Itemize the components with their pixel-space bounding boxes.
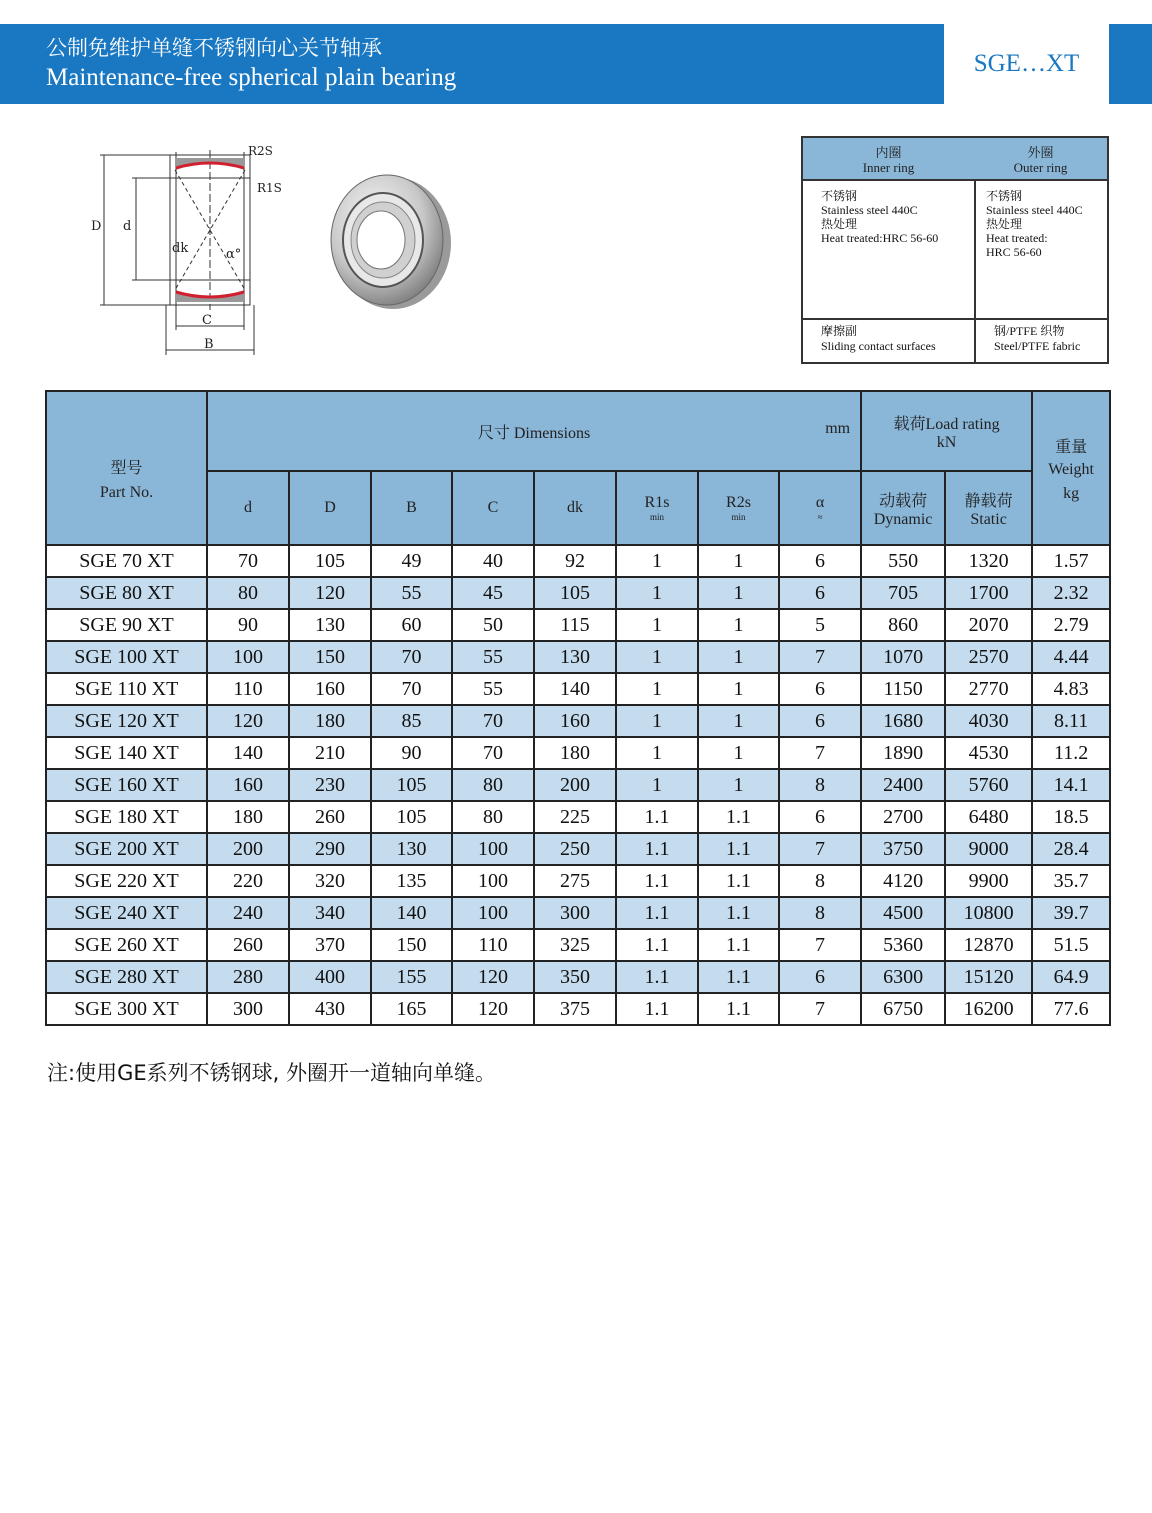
cell-C: 100 [452,833,534,865]
cell-C: 80 [452,769,534,801]
outer-material-en: Stainless steel 440C [986,203,1083,217]
col-header-B: B [371,471,452,545]
outer-ring-header [974,138,1107,181]
cell-r2s: 1 [698,545,779,577]
cell-D: 150 [289,641,371,673]
cell-B: 49 [371,545,452,577]
cell-dk: 275 [534,865,616,897]
cell-B: 90 [371,737,452,769]
cell-alpha: 7 [779,929,861,961]
sliding-contact-cn: 摩擦副 [821,324,858,338]
cell-dk: 325 [534,929,616,961]
label-ball-diameter: dk [172,241,189,256]
cell-static: 6480 [945,801,1032,833]
cell-dynamic: 6750 [861,993,945,1025]
part-no-cn: 型号 [110,459,143,477]
cell-dynamic: 705 [861,577,945,609]
cell-B: 140 [371,897,452,929]
outer-ring-label-cn: 外圈 [1027,145,1054,160]
table-row [46,577,1110,609]
cell-alpha: 8 [779,865,861,897]
static-cn: 静载荷 [964,492,1013,510]
title-english: Maintenance-free spherical plain bearing [46,64,457,91]
dimensions-header [207,391,861,471]
cell-dk: 92 [534,545,616,577]
cell-weight: 4.83 [1032,673,1110,705]
cell-r2s: 1 [698,737,779,769]
cell-B: 165 [371,993,452,1025]
col-header-C: C [452,471,534,545]
sliding-contact-value [974,320,1107,354]
cell-r2s: 1.1 [698,929,779,961]
table-row [46,769,1110,801]
header-banner [0,24,944,104]
cell-C: 70 [452,705,534,737]
cell-dk: 375 [534,993,616,1025]
title-chinese: 公制免维护单缝不锈钢向心关节轴承 [46,36,382,60]
alpha-label: α [815,494,825,511]
cell-static: 15120 [945,961,1032,993]
sliding-contact-label [803,320,974,354]
cell-weight: 2.32 [1032,577,1110,609]
cell-r2s: 1.1 [698,897,779,929]
cell-r1s: 1.1 [616,833,698,865]
cell-r1s: 1 [616,577,698,609]
cell-static: 4030 [945,705,1032,737]
cell-alpha: 6 [779,545,861,577]
cell-dynamic: 3750 [861,833,945,865]
cell-dynamic: 2700 [861,801,945,833]
cell-alpha: 6 [779,577,861,609]
cell-dk: 200 [534,769,616,801]
cell-part-no: SGE 180 XT [46,801,207,833]
cell-d: 220 [207,865,289,897]
cell-C: 70 [452,737,534,769]
cell-part-no: SGE 110 XT [46,673,207,705]
cell-C: 120 [452,993,534,1025]
cell-r2s: 1 [698,673,779,705]
col-header-dk: dk [534,471,616,545]
cell-d: 260 [207,929,289,961]
cell-part-no: SGE 100 XT [46,641,207,673]
cell-D: 340 [289,897,371,929]
table-row [46,737,1110,769]
cell-alpha: 6 [779,673,861,705]
static-en: Static [970,510,1007,528]
cell-B: 130 [371,833,452,865]
cell-dynamic: 1890 [861,737,945,769]
cell-alpha: 6 [779,961,861,993]
cell-static: 1320 [945,545,1032,577]
table-row [46,705,1110,737]
cell-d: 140 [207,737,289,769]
label-bore-diameter: d [123,219,132,234]
table-row [46,833,1110,865]
cell-D: 370 [289,929,371,961]
cell-D: 180 [289,705,371,737]
cell-weight: 64.9 [1032,961,1110,993]
label-r2s: R2S [248,144,273,158]
cell-B: 105 [371,769,452,801]
table-row [46,961,1110,993]
cell-D: 105 [289,545,371,577]
cell-dynamic: 1070 [861,641,945,673]
bearing-cross-section-diagram [80,130,300,365]
cell-r1s: 1 [616,705,698,737]
series-code: SGE…XT [973,50,1080,77]
cell-r1s: 1 [616,737,698,769]
cell-r1s: 1 [616,609,698,641]
dimensions-label: 尺寸 Dimensions [477,424,591,442]
r2s-min: min [731,512,746,522]
cell-C: 120 [452,961,534,993]
cell-static: 9000 [945,833,1032,865]
cell-D: 210 [289,737,371,769]
cell-r1s: 1.1 [616,865,698,897]
col-header-D: D [289,471,371,545]
cell-dynamic: 1150 [861,673,945,705]
cell-r1s: 1 [616,673,698,705]
cell-D: 130 [289,609,371,641]
cell-B: 70 [371,641,452,673]
cell-D: 320 [289,865,371,897]
cell-static: 2570 [945,641,1032,673]
cell-D: 400 [289,961,371,993]
inner-treatment-cn: 热处理 [821,217,858,231]
footnote: 注:使用GE系列不锈钢球, 外圈开一道轴向单缝。 [47,1061,496,1085]
cell-dk: 105 [534,577,616,609]
cell-alpha: 8 [779,897,861,929]
cell-C: 40 [452,545,534,577]
cell-alpha: 7 [779,993,861,1025]
cell-weight: 51.5 [1032,929,1110,961]
cell-D: 120 [289,577,371,609]
cell-weight: 1.57 [1032,545,1110,577]
materials-table [801,136,1109,364]
cell-B: 60 [371,609,452,641]
cell-alpha: 6 [779,705,861,737]
table-row [46,865,1110,897]
inner-material-cn: 不锈钢 [821,189,858,203]
cell-B: 150 [371,929,452,961]
table-row [46,545,1110,577]
cell-static: 2070 [945,609,1032,641]
table-row [46,673,1110,705]
outer-treatment-cn: 热处理 [986,217,1023,231]
cell-part-no: SGE 70 XT [46,545,207,577]
outer-ring-spec [974,181,1107,320]
outer-ring-label-en: Outer ring [1013,160,1068,175]
cell-r1s: 1.1 [616,993,698,1025]
cell-dk: 160 [534,705,616,737]
cell-static: 9900 [945,865,1032,897]
cell-weight: 77.6 [1032,993,1110,1025]
cell-d: 110 [207,673,289,705]
cell-D: 430 [289,993,371,1025]
cell-weight: 14.1 [1032,769,1110,801]
cell-r2s: 1 [698,769,779,801]
cell-part-no: SGE 200 XT [46,833,207,865]
cell-D: 290 [289,833,371,865]
table-row [46,897,1110,929]
label-tilt-angle: α° [226,247,242,262]
cell-alpha: 7 [779,833,861,865]
col-header-static [945,471,1032,545]
cell-B: 70 [371,673,452,705]
dynamic-cn: 动载荷 [879,492,928,510]
cell-dynamic: 4500 [861,897,945,929]
sliding-value-cn: 钢/PTFE 织物 [994,324,1065,338]
cell-r1s: 1 [616,641,698,673]
cell-static: 10800 [945,897,1032,929]
cell-B: 85 [371,705,452,737]
cell-C: 50 [452,609,534,641]
cell-dynamic: 4120 [861,865,945,897]
cell-part-no: SGE 220 XT [46,865,207,897]
cell-r2s: 1 [698,609,779,641]
sliding-contact-en: Sliding contact surfaces [821,339,936,353]
cell-r2s: 1.1 [698,993,779,1025]
cell-d: 280 [207,961,289,993]
outer-ring-column [974,138,1107,362]
inner-ring-label-en: Inner ring [862,160,915,175]
cell-dynamic: 6300 [861,961,945,993]
cell-r2s: 1 [698,641,779,673]
cell-r2s: 1 [698,577,779,609]
cell-weight: 18.5 [1032,801,1110,833]
cell-static: 4530 [945,737,1032,769]
load-rating-unit: kN [936,433,957,451]
outer-material-cn: 不锈钢 [986,189,1023,203]
cell-D: 260 [289,801,371,833]
table-body [46,545,1110,1025]
cell-weight: 28.4 [1032,833,1110,865]
cell-B: 135 [371,865,452,897]
cell-part-no: SGE 240 XT [46,897,207,929]
cell-alpha: 7 [779,737,861,769]
inner-ring-spec [803,181,974,320]
cell-weight: 2.79 [1032,609,1110,641]
inner-material-en: Stainless steel 440C [821,203,918,217]
outer-treatment-en: Heat treated: [986,231,1048,245]
cell-dynamic: 860 [861,609,945,641]
cell-r1s: 1 [616,769,698,801]
weight-header [1032,391,1110,545]
cell-part-no: SGE 90 XT [46,609,207,641]
sliding-value-en: Steel/PTFE fabric [994,339,1081,353]
cell-part-no: SGE 120 XT [46,705,207,737]
cell-dk: 350 [534,961,616,993]
cell-r2s: 1.1 [698,865,779,897]
cell-static: 1700 [945,577,1032,609]
cell-weight: 39.7 [1032,897,1110,929]
cell-dk: 115 [534,609,616,641]
cell-weight: 8.11 [1032,705,1110,737]
table-row [46,801,1110,833]
label-outer-width: C [202,313,212,328]
cell-d: 200 [207,833,289,865]
load-rating-label: 载荷Load rating [893,415,1000,433]
cell-weight: 4.44 [1032,641,1110,673]
cell-part-no: SGE 300 XT [46,993,207,1025]
cell-C: 100 [452,897,534,929]
r1s-label: R1s [644,494,670,511]
col-header-r1s [616,471,698,545]
cell-r2s: 1.1 [698,833,779,865]
outer-hardness: HRC 56-60 [986,245,1042,259]
cell-r1s: 1 [616,545,698,577]
cell-d: 120 [207,705,289,737]
table-row [46,609,1110,641]
cell-static: 12870 [945,929,1032,961]
cell-C: 55 [452,641,534,673]
cell-part-no: SGE 280 XT [46,961,207,993]
cell-weight: 35.7 [1032,865,1110,897]
cell-alpha: 6 [779,801,861,833]
cell-static: 5760 [945,769,1032,801]
cell-d: 160 [207,769,289,801]
cell-d: 300 [207,993,289,1025]
cell-static: 2770 [945,673,1032,705]
col-header-alpha [779,471,861,545]
cell-B: 155 [371,961,452,993]
load-rating-header [861,391,1032,471]
header-accent [1109,24,1152,104]
cell-part-no: SGE 160 XT [46,769,207,801]
cell-D: 160 [289,673,371,705]
cell-dynamic: 2400 [861,769,945,801]
dynamic-en: Dynamic [873,510,933,528]
r2s-label: R2s [726,494,751,511]
cell-r1s: 1.1 [616,801,698,833]
table-row [46,993,1110,1025]
part-no-en: Part No. [99,483,154,501]
dimensions-unit: mm [825,420,851,437]
cell-r1s: 1.1 [616,929,698,961]
cell-weight: 11.2 [1032,737,1110,769]
inner-ring-header [803,138,974,181]
cell-dynamic: 550 [861,545,945,577]
inner-treatment-en: Heat treated:HRC 56-60 [821,231,939,245]
cell-D: 230 [289,769,371,801]
cell-d: 90 [207,609,289,641]
part-no-header [46,391,207,545]
cell-part-no: SGE 80 XT [46,577,207,609]
weight-en: Weight [1048,460,1094,478]
cell-static: 16200 [945,993,1032,1025]
cell-r1s: 1.1 [616,961,698,993]
alpha-approx: ≈ [817,512,823,522]
cell-C: 80 [452,801,534,833]
cell-d: 100 [207,641,289,673]
cell-dynamic: 1680 [861,705,945,737]
cell-dk: 180 [534,737,616,769]
cell-alpha: 8 [779,769,861,801]
cell-r2s: 1.1 [698,801,779,833]
cell-r2s: 1 [698,705,779,737]
cell-C: 110 [452,929,534,961]
cell-dk: 140 [534,673,616,705]
cell-r2s: 1.1 [698,961,779,993]
cell-alpha: 5 [779,609,861,641]
col-header-dynamic [861,471,945,545]
cell-part-no: SGE 260 XT [46,929,207,961]
cell-alpha: 7 [779,641,861,673]
cell-dk: 300 [534,897,616,929]
cell-d: 80 [207,577,289,609]
cell-dynamic: 5360 [861,929,945,961]
cell-C: 55 [452,673,534,705]
cell-dk: 130 [534,641,616,673]
weight-cn: 重量 [1055,438,1088,456]
cell-B: 105 [371,801,452,833]
dimensions-table [45,390,1111,1026]
bearing-photo [325,168,455,313]
inner-ring-column [803,138,976,362]
weight-unit: kg [1063,484,1080,502]
table-row [46,929,1110,961]
cell-B: 55 [371,577,452,609]
table-row [46,641,1110,673]
cell-C: 45 [452,577,534,609]
cell-d: 180 [207,801,289,833]
cell-part-no: SGE 140 XT [46,737,207,769]
cell-r1s: 1.1 [616,897,698,929]
r1s-min: min [649,512,664,522]
col-header-r2s [698,471,779,545]
label-outer-diameter: D [91,219,102,234]
label-r1s: R1S [257,181,282,195]
label-inner-width: B [204,337,214,352]
cell-dk: 225 [534,801,616,833]
inner-ring-label-cn: 内圈 [875,145,902,160]
cell-d: 70 [207,545,289,577]
col-header-d: d [207,471,289,545]
cell-d: 240 [207,897,289,929]
cell-dk: 250 [534,833,616,865]
cell-C: 100 [452,865,534,897]
